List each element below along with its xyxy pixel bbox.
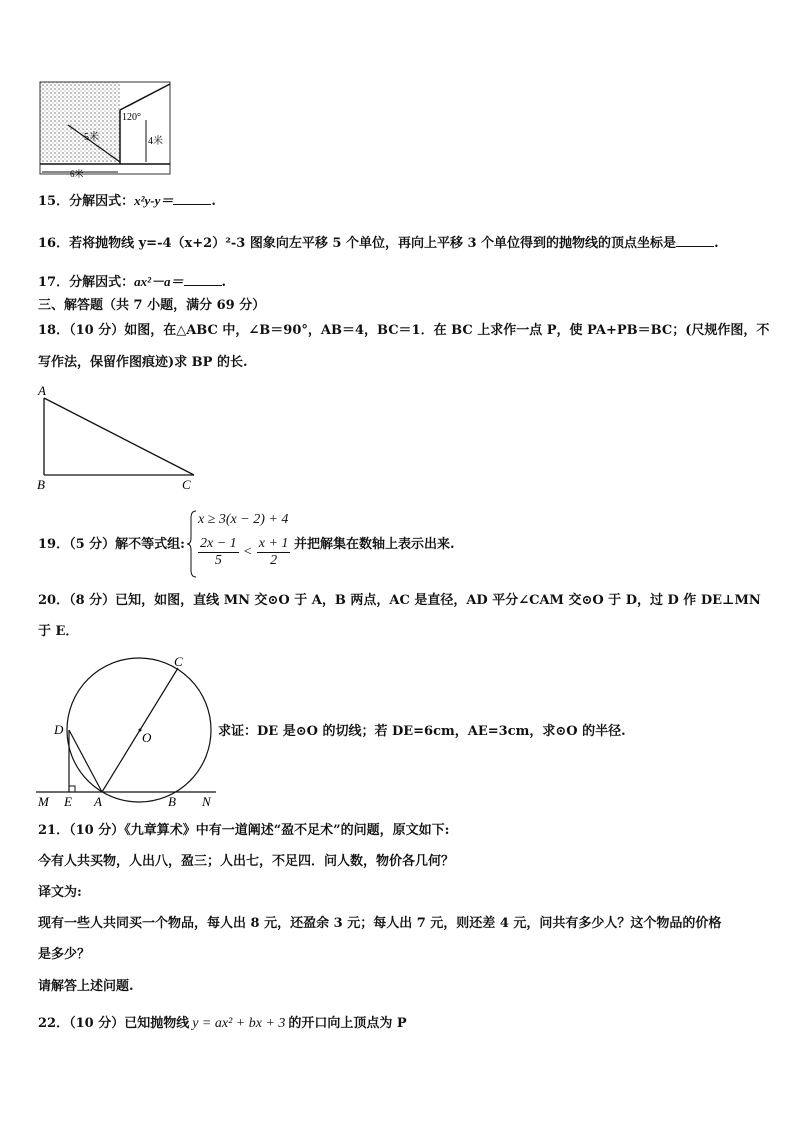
q15-expression: x²y-y＝ [134, 193, 174, 208]
slope-top [120, 84, 170, 110]
q20-proof-text: 求证：DE 是⊙O 的切线；若 DE=6cm，AE=3cm，求⊙O 的半径. [218, 724, 626, 739]
question-22 [38, 1015, 407, 1033]
q17-period: . [221, 275, 227, 290]
q15-label: 分解因式： [69, 194, 135, 209]
question-16 [38, 234, 719, 253]
right-angle-mark [69, 786, 75, 792]
slant-label: 5米 [84, 132, 99, 143]
q22-suffix: 的开口向上顶点为 P [288, 1016, 407, 1031]
q17-label: 分解因式： [69, 275, 135, 290]
q19-less-than: < [243, 544, 252, 560]
q16-text: 若将抛物线 y=-4（x+2）²-3 图象向左平移 5 个单位，再向上平移 3 个单位得到的抛物线的顶点坐标是 [69, 236, 677, 251]
height-label: 4米 [148, 136, 163, 147]
q20-line-1: 20．（8 分）已知，如图，直线 MN 交⊙O 于 A，B 两点，AC 是直径，AD 平分∠CAM 交⊙O 于 D，过 D 作 DE⊥MN [38, 593, 761, 608]
q15-period: . [211, 194, 216, 209]
q19-fraction-2 [257, 536, 291, 569]
q18-triangle-figure [36, 383, 206, 493]
question-15 [38, 192, 216, 211]
question-17 [38, 273, 226, 292]
q19-frac1-denominator: 5 [214, 553, 222, 568]
q19-frac1-numerator: 2x − 1 [200, 536, 237, 551]
angle-label: 120° [122, 112, 141, 123]
q21-line-6: 请解答上述问题. [38, 979, 134, 994]
q17-answer-blank[interactable] [184, 273, 222, 286]
q21-line-5: 是多少？ [38, 947, 91, 962]
q17-expression: ax²－a＝ [134, 274, 184, 289]
label-a: A [94, 794, 102, 809]
label-d: D [54, 722, 64, 737]
width-label: 6米 [70, 169, 84, 179]
label-b: B [37, 477, 45, 492]
q21-line-2: 今有人共买物，人出八，盈三；人出七，不足四．问人数，物价各几何？ [38, 854, 455, 869]
label-b: B [168, 794, 176, 809]
side-ac [44, 398, 194, 475]
label-c: C [174, 654, 183, 669]
q17-number: 17． [38, 275, 70, 290]
label-e: E [64, 794, 72, 809]
label-m: M [38, 794, 49, 809]
q21-line-4: 现有一些人共同买一个物品，每人出 8 元，还盈余 3 元；每人出 7 元，则还差 4 元，问共有多少人？这个物品的价格 [38, 916, 722, 931]
q19-inequality-1: x ≥ 3(x − 2) + 4 [198, 512, 289, 527]
q19-prefix: 19．（5 分）解不等式组: [38, 537, 185, 552]
section-3-heading: 三、解答题（共 7 小题，满分 69 分） [38, 298, 266, 313]
q20-circle-figure [36, 652, 226, 812]
q20-line-2: 于 E． [38, 624, 79, 639]
q16-period: . [714, 236, 719, 251]
q22-expression: y = ax² + bx + 3 [192, 1016, 286, 1031]
q18-line-1: 18．（10 分）如图，在△ABC 中，∠B＝90°，AB＝4，BC＝1．在 BC 上求作一点 P，使 PA+PB＝BC；(尺规作图，不 [38, 323, 770, 338]
q22-prefix: 22．（10 分）已知抛物线 [38, 1016, 190, 1031]
q15-number: 15． [38, 194, 70, 209]
q21-line-1: 21．（10 分）《九章算术》中有一道阐述“盈不足术”的问题，原文如下: [38, 823, 450, 838]
label-c: C [182, 477, 191, 492]
q19-frac2-denominator: 2 [270, 553, 278, 568]
q19-brace [187, 510, 197, 578]
label-o: O [142, 730, 152, 745]
q19-inequality-2 [198, 536, 290, 569]
q16-answer-blank[interactable] [676, 234, 714, 247]
q14-figure [38, 80, 173, 180]
label-a: A [38, 383, 46, 398]
q19-frac2-numerator: x + 1 [258, 536, 289, 551]
q19-suffix: 并把解集在数轴上表示出来. [294, 537, 455, 552]
q21-line-3: 译文为: [38, 885, 82, 900]
label-n: N [202, 794, 211, 809]
q16-number: 16． [38, 236, 70, 251]
q18-line-2: 写作法，保留作图痕迹)求 BP 的长. [38, 355, 248, 370]
q15-answer-blank[interactable] [173, 192, 211, 205]
q19-fraction-1 [198, 536, 239, 569]
